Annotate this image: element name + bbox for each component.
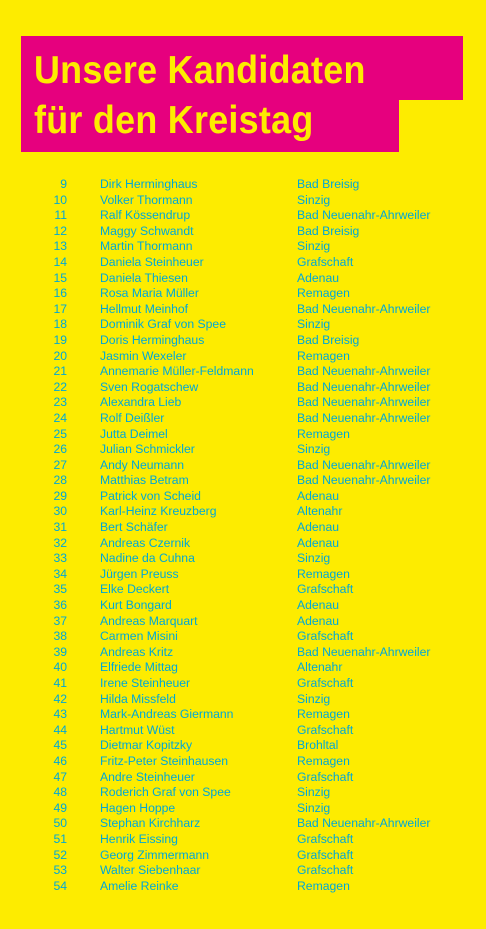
candidate-row bbox=[0, 395, 486, 411]
candidate-row bbox=[0, 707, 486, 723]
candidate-row bbox=[0, 536, 486, 552]
candidate-name: Hagen Hoppe bbox=[100, 800, 176, 815]
page-title-line2: für den Kreistag bbox=[34, 99, 314, 142]
candidate-row bbox=[0, 785, 486, 801]
candidate-number: 48 bbox=[53, 785, 67, 800]
candidate-place: Sinzig bbox=[297, 442, 331, 457]
candidate-place: Sinzig bbox=[297, 785, 331, 800]
candidate-number: 43 bbox=[53, 707, 67, 722]
candidate-list bbox=[0, 177, 486, 894]
candidate-name: Elfriede Mittag bbox=[100, 660, 178, 675]
candidate-row bbox=[0, 442, 486, 458]
candidate-place: Bad Neuenahr-Ahrweiler bbox=[297, 644, 431, 659]
candidate-place: Adenau bbox=[297, 613, 340, 628]
candidate-number: 50 bbox=[53, 816, 67, 831]
candidate-name: Carmen Misini bbox=[100, 629, 178, 644]
candidate-row bbox=[0, 349, 486, 365]
candidate-name: Jutta Deimel bbox=[100, 426, 168, 441]
candidate-name: Martin Thormann bbox=[100, 239, 193, 254]
candidate-number: 22 bbox=[53, 379, 67, 394]
candidate-name: Walter Siebenhaar bbox=[100, 863, 201, 878]
candidate-name: Fritz-Peter Steinhausen bbox=[100, 753, 229, 768]
candidate-name: Mark-Andreas Giermann bbox=[100, 707, 234, 722]
candidate-number: 46 bbox=[53, 753, 67, 768]
page-title-line1: Unsere Kandidaten bbox=[34, 49, 366, 92]
candidate-name: Dietmar Kopitzky bbox=[100, 738, 193, 753]
candidate-place: Grafschaft bbox=[297, 629, 354, 644]
candidate-name: Volker Thormann bbox=[100, 192, 193, 207]
candidate-number: 37 bbox=[53, 613, 67, 628]
candidate-number: 40 bbox=[53, 660, 67, 675]
candidate-row bbox=[0, 816, 486, 832]
candidate-place: Remagen bbox=[297, 707, 350, 722]
candidate-row bbox=[0, 286, 486, 302]
candidate-row bbox=[0, 801, 486, 817]
candidate-row bbox=[0, 598, 486, 614]
candidate-row bbox=[0, 520, 486, 536]
candidate-row bbox=[0, 177, 486, 193]
candidate-place: Grafschaft bbox=[297, 847, 354, 862]
candidate-row bbox=[0, 208, 486, 224]
candidate-name: Amelie Reinke bbox=[100, 878, 179, 893]
candidate-name: Hartmut Wüst bbox=[100, 722, 175, 737]
candidate-row bbox=[0, 629, 486, 645]
candidate-place: Bad Neuenahr-Ahrweiler bbox=[297, 816, 431, 831]
candidate-row bbox=[0, 504, 486, 520]
candidate-number: 41 bbox=[53, 676, 67, 690]
candidate-number: 17 bbox=[53, 301, 67, 316]
candidate-name: Elke Deckert bbox=[100, 582, 170, 597]
candidate-number: 49 bbox=[53, 800, 67, 815]
candidate-name: Andre Steinheuer bbox=[100, 769, 195, 784]
candidate-name: Sven Rogatschew bbox=[100, 379, 199, 394]
candidate-place: Remagen bbox=[297, 286, 350, 301]
candidate-row bbox=[0, 489, 486, 505]
candidate-row bbox=[0, 473, 486, 489]
candidate-place: Adenau bbox=[297, 535, 340, 550]
candidate-row bbox=[0, 551, 486, 567]
candidate-place: Adenau bbox=[297, 270, 340, 285]
candidate-place: Sinzig bbox=[297, 317, 331, 332]
candidate-number: 39 bbox=[53, 644, 67, 659]
candidate-name: Hilda Missfeld bbox=[100, 691, 176, 706]
candidate-place: Grafschaft bbox=[297, 676, 354, 690]
candidate-place: Bad Breisig bbox=[297, 332, 360, 347]
candidate-number: 33 bbox=[53, 551, 67, 566]
candidate-row bbox=[0, 832, 486, 848]
candidate-name: Alexandra Lieb bbox=[100, 395, 182, 410]
candidate-name: Jasmin Wexeler bbox=[100, 348, 187, 363]
candidate-number: 42 bbox=[53, 691, 67, 706]
candidate-row bbox=[0, 380, 486, 396]
candidate-place: Remagen bbox=[297, 348, 350, 363]
candidate-row bbox=[0, 738, 486, 754]
candidate-place: Adenau bbox=[297, 520, 340, 535]
candidate-place: Bad Neuenahr-Ahrweiler bbox=[297, 208, 431, 223]
candidate-place: Remagen bbox=[297, 566, 350, 581]
candidate-name: Andreas Marquart bbox=[100, 613, 198, 628]
candidate-place: Altenahr bbox=[297, 660, 343, 675]
candidate-place: Remagen bbox=[297, 878, 350, 893]
candidate-place: Bad Neuenahr-Ahrweiler bbox=[297, 395, 431, 410]
candidate-name: Karl-Heinz Kreuzberg bbox=[100, 504, 217, 519]
candidate-row bbox=[0, 317, 486, 333]
candidate-number: 36 bbox=[53, 598, 67, 613]
candidate-place: Brohltal bbox=[297, 738, 339, 753]
candidate-place: Remagen bbox=[297, 426, 350, 441]
candidate-row bbox=[0, 302, 486, 318]
candidate-name: Stephan Kirchharz bbox=[100, 816, 201, 831]
candidate-place: Bad Breisig bbox=[297, 223, 360, 238]
candidate-row bbox=[0, 333, 486, 349]
candidate-place: Bad Neuenahr-Ahrweiler bbox=[297, 379, 431, 394]
candidate-name: Roderich Graf von Spee bbox=[100, 785, 231, 800]
candidate-name: Andreas Kritz bbox=[100, 644, 174, 659]
candidate-place: Grafschaft bbox=[297, 722, 354, 737]
candidate-row bbox=[0, 676, 486, 692]
candidate-name: Georg Zimmermann bbox=[100, 847, 210, 862]
candidate-number: 34 bbox=[53, 566, 67, 581]
candidate-number: 54 bbox=[53, 878, 67, 893]
candidate-number: 32 bbox=[53, 535, 67, 550]
candidate-row bbox=[0, 660, 486, 676]
candidate-place: Sinzig bbox=[297, 800, 331, 815]
candidate-place: Grafschaft bbox=[297, 254, 354, 269]
candidate-number: 31 bbox=[53, 520, 67, 535]
candidate-place: Grafschaft bbox=[297, 863, 354, 878]
candidate-place: Bad Neuenahr-Ahrweiler bbox=[297, 457, 431, 472]
candidate-row bbox=[0, 848, 486, 864]
candidate-name: Dirk Herminghaus bbox=[100, 177, 198, 191]
candidate-number: 16 bbox=[53, 286, 67, 301]
candidate-name: Daniela Steinheuer bbox=[100, 254, 204, 269]
candidate-number: 25 bbox=[53, 426, 67, 441]
candidate-name: Maggy Schwandt bbox=[100, 223, 194, 238]
candidate-row bbox=[0, 645, 486, 661]
candidate-name: Patrick von Scheid bbox=[100, 488, 201, 503]
candidate-number: 45 bbox=[53, 738, 67, 753]
candidate-row bbox=[0, 582, 486, 598]
candidate-number: 24 bbox=[53, 410, 67, 425]
candidate-place: Sinzig bbox=[297, 691, 331, 706]
candidate-name: Matthias Betram bbox=[100, 473, 189, 488]
candidate-number: 26 bbox=[53, 442, 67, 457]
candidate-row bbox=[0, 255, 486, 271]
candidate-place: Sinzig bbox=[297, 239, 331, 254]
candidate-name: Andreas Czernik bbox=[100, 535, 191, 550]
candidate-row bbox=[0, 411, 486, 427]
candidate-place: Sinzig bbox=[297, 551, 331, 566]
candidate-number: 51 bbox=[53, 831, 67, 846]
candidate-number: 11 bbox=[54, 208, 67, 223]
candidate-place: Remagen bbox=[297, 753, 350, 768]
candidate-row bbox=[0, 863, 486, 879]
candidate-name: Irene Steinheuer bbox=[100, 676, 191, 690]
candidate-number: 38 bbox=[53, 629, 67, 644]
candidate-row bbox=[0, 567, 486, 583]
candidate-number: 14 bbox=[53, 254, 67, 269]
candidate-row bbox=[0, 239, 486, 255]
candidate-number: 30 bbox=[53, 504, 67, 519]
candidate-name: Bert Schäfer bbox=[100, 520, 168, 535]
candidate-row bbox=[0, 770, 486, 786]
candidate-name: Henrik Eissing bbox=[100, 831, 178, 846]
candidate-number: 28 bbox=[53, 473, 67, 488]
candidate-name: Hellmut Meinhof bbox=[100, 301, 189, 316]
candidate-number: 27 bbox=[53, 457, 67, 472]
candidate-row bbox=[0, 879, 486, 895]
candidate-number: 10 bbox=[53, 192, 67, 207]
candidate-number: 12 bbox=[53, 223, 67, 238]
candidate-name: Annemarie Müller-Feldmann bbox=[100, 364, 254, 379]
candidate-place: Sinzig bbox=[297, 192, 331, 207]
candidate-name: Doris Herminghaus bbox=[100, 332, 205, 347]
candidate-number: 47 bbox=[53, 769, 67, 784]
candidate-place: Adenau bbox=[297, 598, 340, 613]
candidate-place: Bad Neuenahr-Ahrweiler bbox=[297, 410, 431, 425]
page-title bbox=[34, 46, 366, 146]
candidate-place: Adenau bbox=[297, 488, 340, 503]
candidate-place: Bad Neuenahr-Ahrweiler bbox=[297, 473, 431, 488]
candidate-place: Grafschaft bbox=[297, 582, 354, 597]
candidate-name: Jürgen Preuss bbox=[100, 566, 179, 581]
candidate-number: 19 bbox=[53, 332, 67, 347]
candidate-name: Ralf Kössendrup bbox=[100, 208, 191, 223]
candidate-place: Altenahr bbox=[297, 504, 343, 519]
candidate-place: Grafschaft bbox=[297, 769, 354, 784]
candidate-row bbox=[0, 458, 486, 474]
candidate-number: 21 bbox=[53, 364, 67, 379]
candidate-row bbox=[0, 271, 486, 287]
candidate-number: 23 bbox=[53, 395, 67, 410]
candidate-place: Bad Breisig bbox=[297, 177, 360, 191]
candidate-name: Dominik Graf von Spee bbox=[100, 317, 226, 332]
candidate-name: Daniela Thiesen bbox=[100, 270, 188, 285]
candidate-number: 44 bbox=[53, 722, 67, 737]
candidate-row bbox=[0, 224, 486, 240]
candidate-row bbox=[0, 364, 486, 380]
candidate-number: 9 bbox=[60, 177, 67, 191]
candidate-place: Grafschaft bbox=[297, 831, 354, 846]
candidate-number: 53 bbox=[53, 863, 67, 878]
candidate-row bbox=[0, 723, 486, 739]
candidate-place: Bad Neuenahr-Ahrweiler bbox=[297, 364, 431, 379]
candidate-number: 35 bbox=[53, 582, 67, 597]
candidate-number: 20 bbox=[53, 348, 67, 363]
candidate-row bbox=[0, 692, 486, 708]
candidate-row bbox=[0, 754, 486, 770]
candidate-place: Bad Neuenahr-Ahrweiler bbox=[297, 301, 431, 316]
candidate-name: Julian Schmickler bbox=[100, 442, 195, 457]
candidate-row bbox=[0, 614, 486, 630]
candidate-number: 15 bbox=[53, 270, 67, 285]
candidate-name: Andy Neumann bbox=[100, 457, 185, 472]
candidate-number: 18 bbox=[53, 317, 67, 332]
candidate-row bbox=[0, 427, 486, 443]
candidate-name: Kurt Bongard bbox=[100, 598, 172, 613]
candidate-row bbox=[0, 193, 486, 209]
candidate-name: Nadine da Cuhna bbox=[100, 551, 195, 566]
candidate-name: Rolf Deißler bbox=[100, 410, 165, 425]
candidate-name: Rosa Maria Müller bbox=[100, 286, 199, 301]
candidate-number: 29 bbox=[53, 488, 67, 503]
candidate-number: 52 bbox=[53, 847, 67, 862]
candidate-number: 13 bbox=[53, 239, 67, 254]
